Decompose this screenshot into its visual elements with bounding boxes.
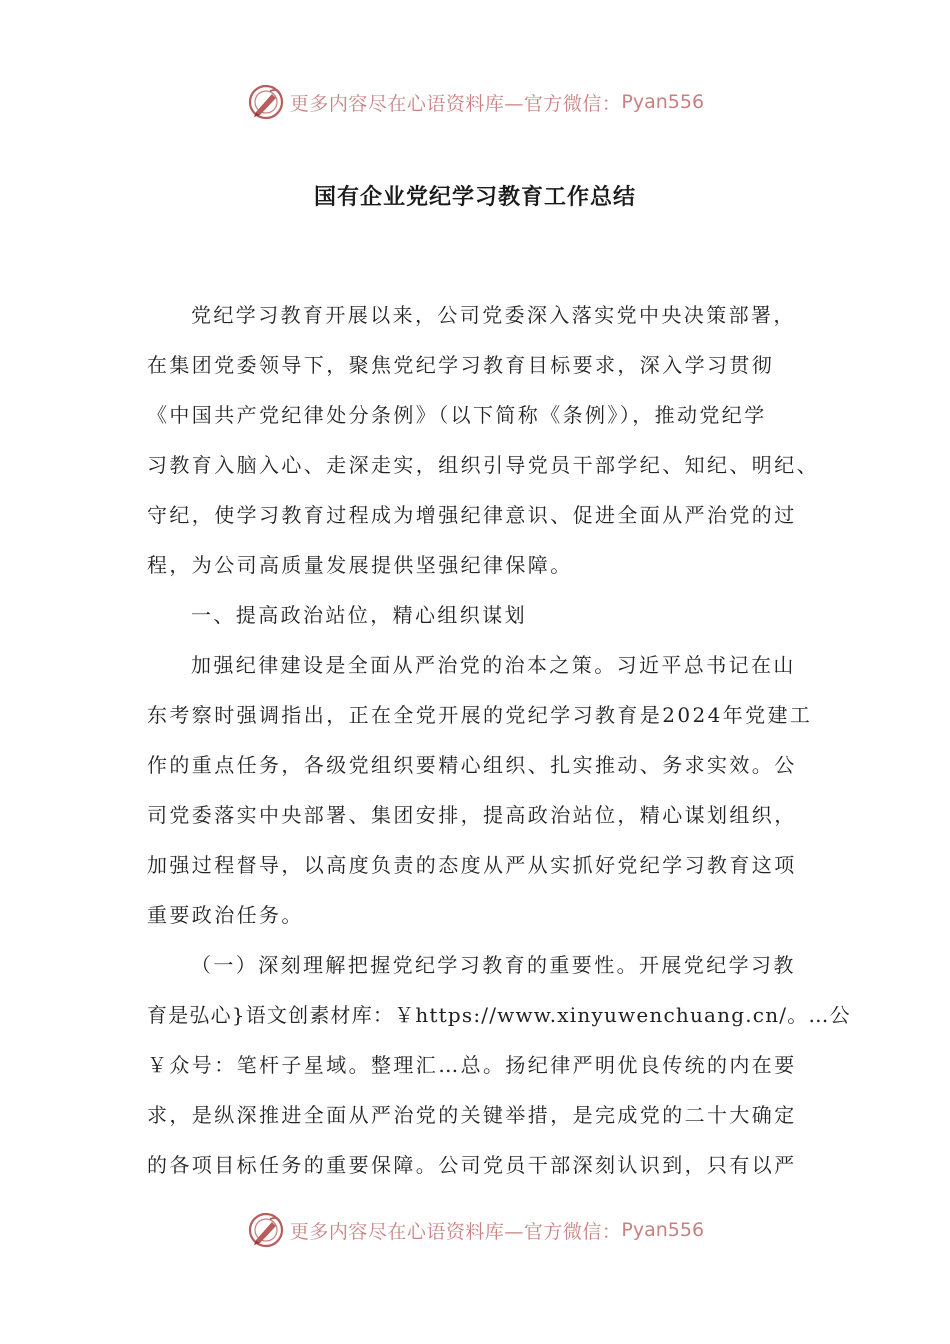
text-line: 求，是纵深推进全面从严治党的关键举措，是完成党的二十大确定 [147, 1103, 797, 1127]
header-banner [0, 80, 950, 124]
document-title: 国有企业党纪学习教育工作总结 [313, 185, 636, 210]
text-line: 在集团党委领导下，聚焦党纪学习教育目标要求，深入学习贯彻 [147, 353, 775, 377]
banner-text: 更多内容尽在心语资料库—官方微信： [289, 1220, 622, 1243]
pen-logo-icon [246, 82, 286, 122]
text-line: 《中国共产党纪律处分条例》（以下简称《条例》），推动党纪学 [147, 403, 767, 427]
banner-wechat-id: Pyan556 [621, 91, 705, 113]
text-line: 作的重点任务，各级党组织要精心组织、扎实推动、务求实效。公 [147, 753, 797, 777]
text-line: 习教育入脑入心、走深走实，组织引导党员干部学纪、知纪、明纪、 [147, 453, 819, 477]
subsection-line: （一）深刻理解把握党纪学习教育的重要性。开展党纪学习教 [191, 953, 796, 977]
footer-banner [0, 1208, 950, 1252]
text-line: 东考察时强调指出，正在全党开展的党纪学习教育是2024年党建工 [147, 703, 813, 727]
banner-wechat-id: Pyan556 [621, 1219, 705, 1241]
text-line: 加强纪律建设是全面从严治党的治本之策。习近平总书记在山 [191, 653, 796, 677]
section-heading: 一、提高政治站位，精心组织谋划 [191, 603, 527, 627]
text-line: 加强过程督导，以高度负责的态度从严从实抓好党纪学习教育这项 [147, 853, 797, 877]
text-line: 司党委落实中央部署、集团安排，提高政治站位，精心谋划组织， [147, 803, 797, 827]
banner-text: 更多内容尽在心语资料库—官方微信： [289, 92, 622, 115]
document-body [147, 290, 851, 1190]
text-line: 育是弘心}语文创素材库：￥https://www.xinyuwenchuang.cn/。…公 [147, 1003, 851, 1027]
text-line: 守纪，使学习教育过程成为增强纪律意识、促进全面从严治党的过 [147, 503, 797, 527]
text-line: 的各项目标任务的重要保障。公司党员干部深刻认识到，只有以严 [147, 1153, 797, 1177]
text-line: 程，为公司高质量发展提供坚强纪律保障。 [147, 553, 573, 577]
pen-logo-icon [246, 1210, 286, 1250]
text-line: ￥众号：笔杆子星域。整理汇…总。扬纪律严明优良传统的内在要 [147, 1053, 797, 1077]
text-line: 党纪学习教育开展以来，公司党委深入落实党中央决策部署， [191, 303, 796, 327]
text-line: 重要政治任务。 [147, 903, 304, 927]
